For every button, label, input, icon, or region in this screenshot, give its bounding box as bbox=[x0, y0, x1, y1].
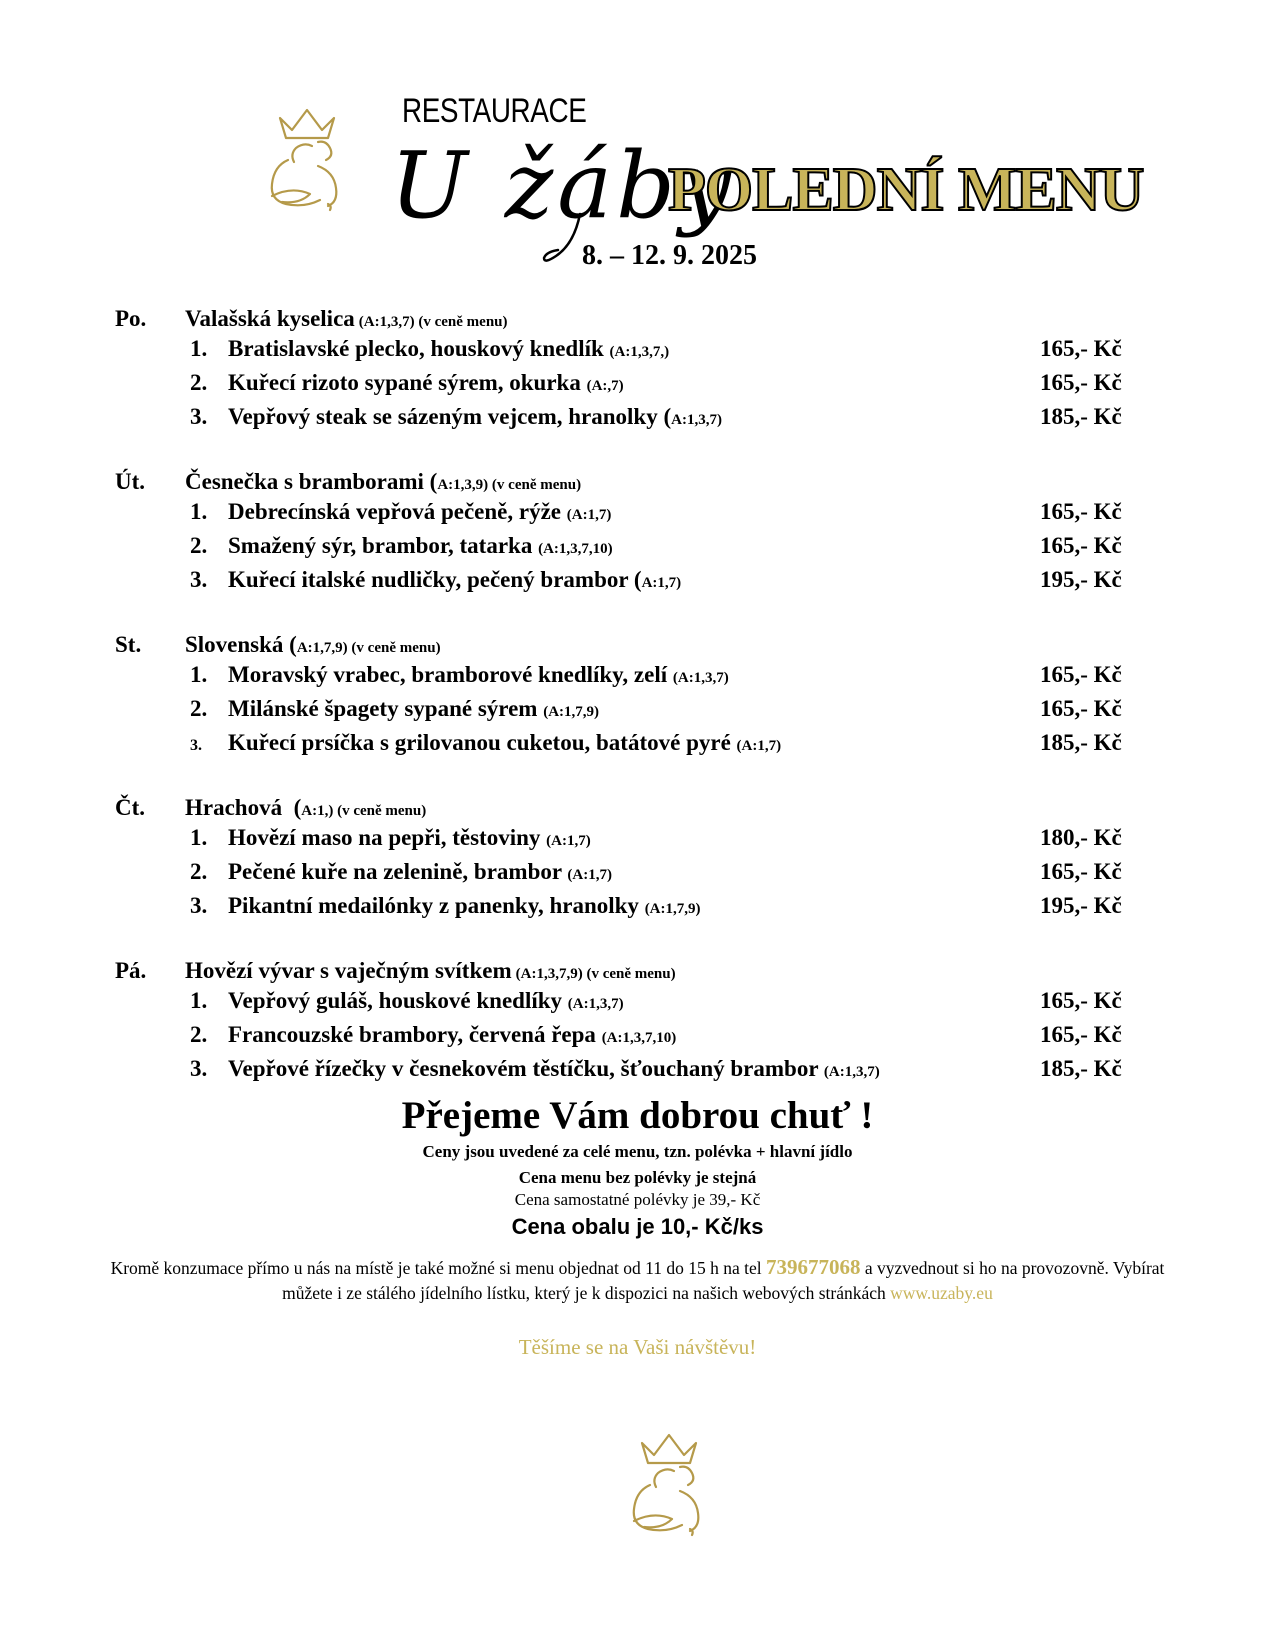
dish-title: Kuřecí italské nudličky, pečený brambor ( bbox=[228, 567, 642, 592]
soup-allergens: A:1,7,9) (v ceně menu) bbox=[296, 640, 441, 656]
day-header bbox=[115, 958, 1155, 988]
dish-name bbox=[228, 533, 1040, 559]
dish-price: 195,- Kč bbox=[1040, 893, 1122, 918]
day-abbr: Čt. bbox=[115, 795, 146, 820]
dish-allergens: (A:1,7) bbox=[567, 867, 612, 883]
dish-number: 1. bbox=[190, 825, 208, 850]
dish-row bbox=[115, 1056, 1155, 1090]
day-abbr: St. bbox=[115, 632, 142, 657]
day-abbr: Po. bbox=[115, 306, 147, 331]
dish-name bbox=[228, 567, 1040, 593]
dish-allergens: (A:1,7,9) bbox=[644, 901, 701, 917]
soup-allergens: A:1,) (v ceně menu) bbox=[301, 803, 427, 819]
dish-number: 2. bbox=[190, 696, 208, 721]
dish-name bbox=[228, 336, 1040, 362]
dish-price: 165,- Kč bbox=[1040, 1022, 1122, 1047]
dish-title: Vepřový guláš, houskové knedlíky bbox=[228, 988, 563, 1013]
dish-name bbox=[228, 1056, 1040, 1082]
dish-price: 180,- Kč bbox=[1040, 825, 1122, 850]
dish-allergens: (A:1,3,7,10) bbox=[538, 541, 613, 557]
dish-row bbox=[115, 825, 1155, 859]
dish-title: Kuřecí rizoto sypané sýrem, okurka bbox=[228, 370, 581, 395]
day-friday bbox=[115, 958, 1155, 1090]
menu-dates: 8. – 12. 9. 2025 bbox=[582, 240, 757, 271]
thanks-text: Těšíme se na Vaši návštěvu! bbox=[518, 1335, 757, 1359]
dish-row bbox=[115, 859, 1155, 893]
dish-allergens: (A:1,3,7) bbox=[823, 1064, 880, 1080]
dish-number: 2. bbox=[190, 370, 208, 395]
dish-title: Hovězí maso na pepři, těstoviny bbox=[228, 825, 541, 850]
dish-row bbox=[115, 988, 1155, 1022]
dish-allergens: (A:1,7) bbox=[736, 738, 782, 754]
dish-name bbox=[228, 1022, 1040, 1048]
dish-number: 3. bbox=[190, 737, 202, 754]
soup-price-note: Cena samostatné polévky je 39,- Kč bbox=[514, 1190, 761, 1209]
dish-number: 3. bbox=[190, 893, 208, 918]
dish-allergens: (A:,7) bbox=[586, 378, 624, 394]
soup-allergens: A:1,3,9) (v ceně menu) bbox=[437, 477, 582, 493]
day-header bbox=[115, 306, 1155, 336]
dish-row bbox=[115, 533, 1155, 567]
day-tuesday bbox=[115, 469, 1155, 601]
weekly-menu bbox=[115, 306, 1155, 1121]
order-info bbox=[110, 1255, 1165, 1306]
dish-title: Moravský vrabec, bramborové knedlíky, zelí bbox=[228, 662, 668, 687]
dish-title: Bratislavské plecko, houskový knedlík bbox=[228, 336, 604, 361]
dish-row bbox=[115, 370, 1155, 404]
dish-title: Vepřový steak se sázeným vejcem, hranolky ( bbox=[228, 404, 672, 429]
dish-name bbox=[228, 825, 1040, 851]
dish-number: 1. bbox=[190, 662, 208, 687]
dish-price: 195,- Kč bbox=[1040, 567, 1122, 592]
dish-name bbox=[228, 696, 1040, 722]
day-header bbox=[115, 632, 1155, 662]
crowned-frog-logo-icon bbox=[258, 100, 358, 212]
dish-allergens: (A:1,3,7,10) bbox=[601, 1030, 677, 1046]
wish-heading: Přejeme Vám dobrou chuť ! bbox=[401, 1094, 874, 1137]
dish-name bbox=[228, 404, 1040, 430]
dish-row bbox=[115, 336, 1155, 370]
dish-allergens: (A:1,7) bbox=[566, 507, 612, 523]
dish-row bbox=[115, 499, 1155, 533]
dish-title: Vepřové řízečky v česnekovém těstíčku, šťouchaný brambor bbox=[228, 1056, 819, 1081]
day-wednesday bbox=[115, 632, 1155, 764]
packaging-price: Cena obalu je 10,- Kč/ks bbox=[511, 1214, 764, 1239]
dish-price: 185,- Kč bbox=[1040, 404, 1122, 429]
dish-price: 165,- Kč bbox=[1040, 988, 1122, 1013]
price-note-no-soup: Cena menu bez polévky je stejná bbox=[518, 1168, 757, 1187]
dish-number: 1. bbox=[190, 499, 208, 524]
dish-title: Kuřecí prsíčka s grilovanou cuketou, batátové pyré bbox=[228, 730, 731, 755]
dish-row bbox=[115, 730, 1155, 764]
dish-allergens: (A:1,7) bbox=[546, 833, 591, 849]
dish-row bbox=[115, 1022, 1155, 1056]
dish-name bbox=[228, 730, 1040, 756]
order-info-text: Kromě konzumace přímo u nás na místě je také možné si menu objednat od 11 do 15 h na tel bbox=[110, 1258, 762, 1278]
dish-allergens: (A:1,3,7,) bbox=[609, 344, 670, 360]
dish-title: Pečené kuře na zelenině, brambor bbox=[228, 859, 562, 884]
soup-name: Slovenská ( bbox=[185, 632, 297, 657]
soup-name: Hovězí vývar s vaječným svítkem bbox=[185, 958, 512, 983]
dish-price: 165,- Kč bbox=[1040, 370, 1122, 395]
dish-number: 2. bbox=[190, 859, 208, 884]
dish-name bbox=[228, 988, 1040, 1014]
dish-row bbox=[115, 404, 1155, 438]
dish-title: Debrecínská vepřová pečeně, rýže bbox=[228, 499, 561, 524]
dish-allergens: A:1,3,7) bbox=[671, 412, 722, 428]
day-abbr: Út. bbox=[115, 469, 146, 494]
dish-price: 165,- Kč bbox=[1040, 662, 1122, 687]
dish-name bbox=[228, 370, 1040, 396]
dish-number: 3. bbox=[190, 567, 208, 592]
dish-allergens: (A:1,7,9) bbox=[543, 704, 600, 720]
day-thursday bbox=[115, 795, 1155, 927]
day-monday bbox=[115, 306, 1155, 438]
price-note: Ceny jsou uvedené za celé menu, tzn. polévka + hlavní jídlo bbox=[422, 1142, 853, 1161]
dish-name bbox=[228, 662, 1040, 688]
day-header bbox=[115, 469, 1155, 499]
soup-name: Hrachová ( bbox=[185, 795, 302, 820]
dish-price: 165,- Kč bbox=[1040, 859, 1122, 884]
dish-row bbox=[115, 567, 1155, 601]
dish-number: 1. bbox=[190, 336, 208, 361]
dish-row bbox=[115, 662, 1155, 696]
dish-number: 3. bbox=[190, 404, 208, 429]
dish-price: 165,- Kč bbox=[1040, 533, 1122, 558]
dish-allergens: (A:1,3,7) bbox=[567, 996, 624, 1012]
dish-number: 2. bbox=[190, 1022, 208, 1047]
dish-allergens: (A:1,3,7) bbox=[672, 670, 729, 686]
day-header bbox=[115, 795, 1155, 825]
dish-number: 1. bbox=[190, 988, 208, 1013]
dish-price: 165,- Kč bbox=[1040, 499, 1122, 524]
soup-allergens: (A:1,3,7,9) (v ceně menu) bbox=[515, 966, 676, 982]
dish-row bbox=[115, 696, 1155, 730]
dish-name bbox=[228, 859, 1040, 885]
dish-title: Pikantní medailónky z panenky, hranolky bbox=[228, 893, 639, 918]
phone-number[interactable]: 739677068 bbox=[766, 1255, 861, 1279]
website-link[interactable]: www.uzaby.eu bbox=[890, 1283, 993, 1303]
dish-allergens: A:1,7) bbox=[641, 575, 682, 591]
restaurant-label: RESTAURACE bbox=[402, 92, 587, 130]
order-info-text-2: a vyzvednout si ho na provozovně. Vybírat můžete i ze stálého jídelního lístku, který je k dispozici na našich webových stránkách bbox=[282, 1258, 1165, 1303]
restaurant-name: U žáby bbox=[390, 132, 735, 239]
dish-row bbox=[115, 893, 1155, 927]
dish-price: 165,- Kč bbox=[1040, 336, 1122, 361]
soup-name: Valašská kyselica bbox=[185, 306, 355, 331]
crowned-frog-logo-icon bbox=[620, 1425, 720, 1537]
dish-price: 185,- Kč bbox=[1040, 730, 1122, 755]
dish-number: 2. bbox=[190, 533, 208, 558]
dish-name bbox=[228, 893, 1040, 919]
dish-price: 185,- Kč bbox=[1040, 1056, 1122, 1081]
dish-title: Smažený sýr, brambor, tatarka bbox=[228, 533, 533, 558]
dish-title: Milánské špagety sypané sýrem bbox=[228, 696, 538, 721]
day-abbr: Pá. bbox=[115, 958, 147, 983]
dish-name bbox=[228, 499, 1040, 525]
soup-allergens: (A:1,3,7) (v ceně menu) bbox=[358, 314, 508, 330]
page-title: POLEDNÍ MENU bbox=[668, 156, 1144, 224]
dish-title: Francouzské brambory, červená řepa bbox=[228, 1022, 596, 1047]
soup-name: Česnečka s bramborami ( bbox=[185, 469, 438, 494]
dish-number: 3. bbox=[190, 1056, 208, 1081]
dish-price: 165,- Kč bbox=[1040, 696, 1122, 721]
